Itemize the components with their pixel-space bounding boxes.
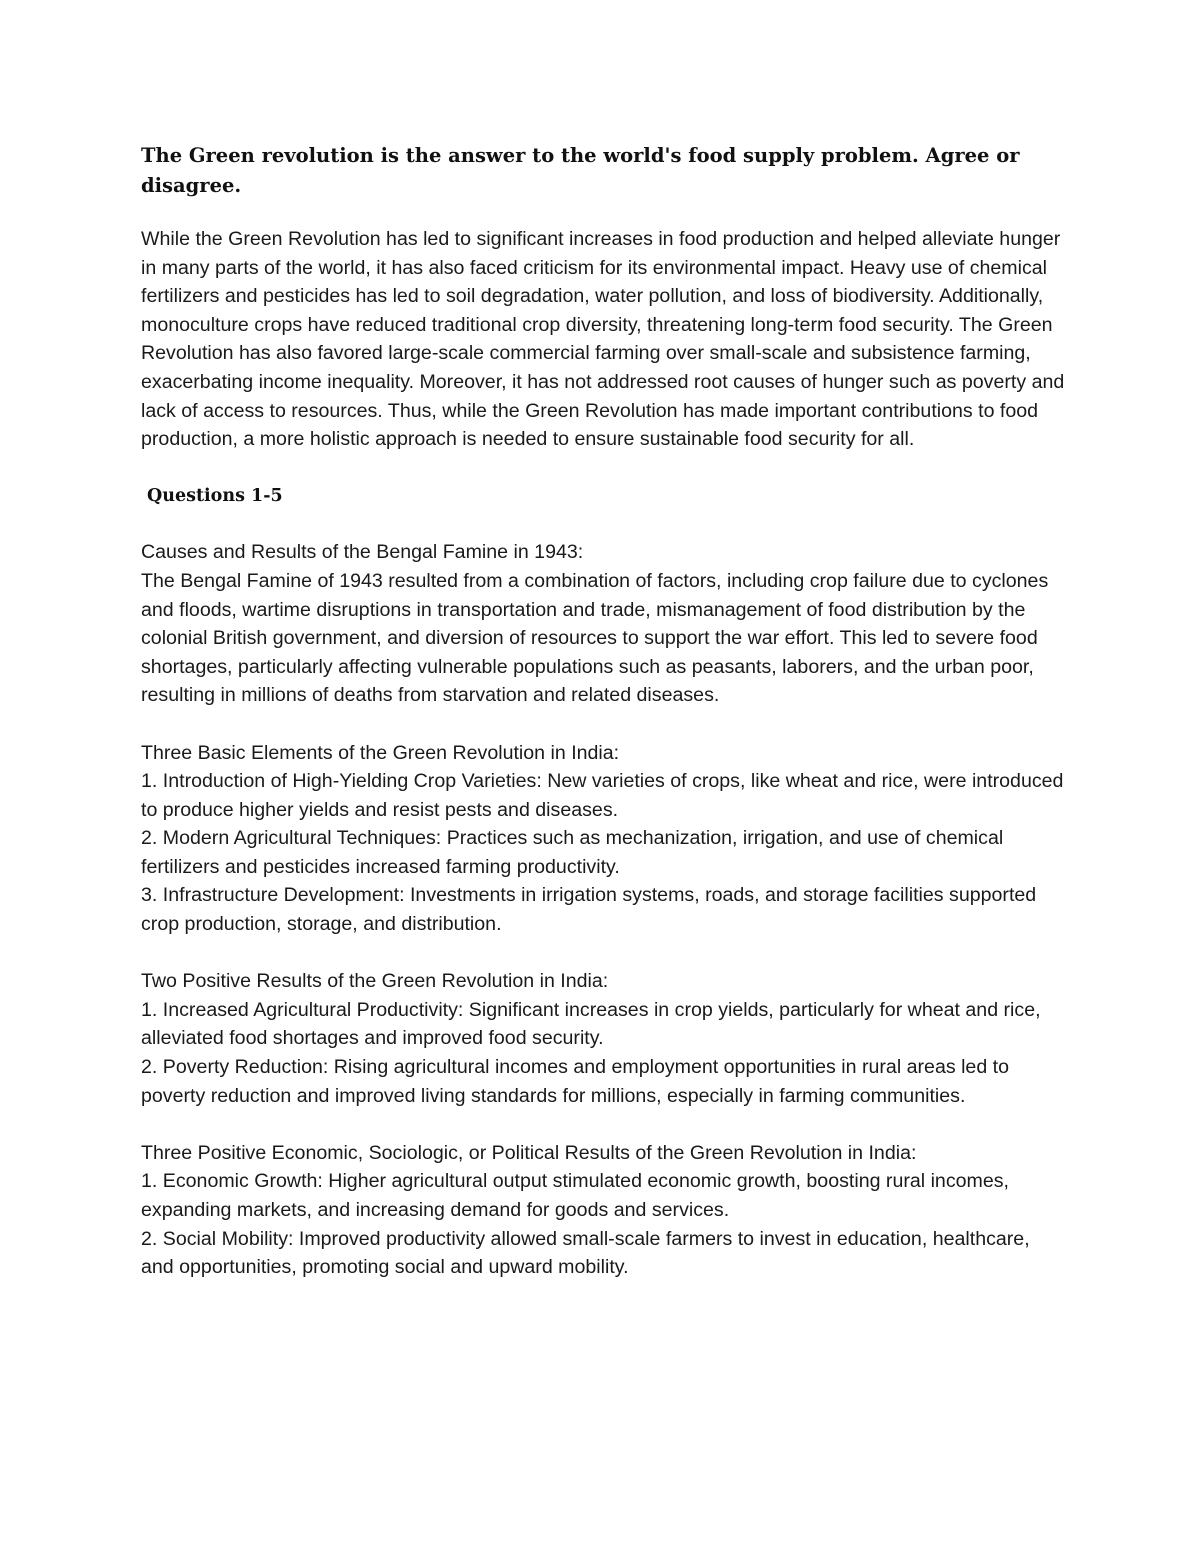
list-item: 1. Economic Growth: Higher agricultural output stimulated economic growth, boosting rural incomes, expanding markets, and increasing demand for goods and services. (141, 1170, 1009, 1221)
economic-results-section (141, 1139, 1066, 1282)
list-item: 2. Modern Agricultural Techniques: Practices such as mechanization, irrigation, and use of chemical fertilizers and pesticides increased farming productivity. (141, 827, 1004, 878)
basic-elements-section (141, 739, 1066, 939)
list-item: 2. Poverty Reduction: Rising agricultural incomes and employment opportunities in rural areas led to poverty reduction and improved living standards for millions, especially in farming communities. (141, 1056, 1010, 1107)
bengal-famine-section (141, 538, 1066, 710)
questions-heading: Questions 1-5 (147, 486, 283, 507)
positive-results-section (141, 967, 1066, 1110)
section-heading: Causes and Results of the Bengal Famine in 1943: (141, 541, 584, 564)
essay-title: The Green revolution is the answer to the world's food supply problem. Agree or disagree. (141, 144, 1020, 197)
list-item: 1. Increased Agricultural Productivity: Significant increases in crop yields, particularly for wheat and rice, alleviated food shortages and improved food security. (141, 998, 1041, 1050)
section-heading: Three Basic Elements of the Green Revolution in India: (141, 741, 620, 764)
list-item: 3. Infrastructure Development: Investments in irrigation systems, roads, and storage facilities supported crop production, storage, and distribution. (141, 884, 1037, 936)
section-heading: Three Positive Economic, Sociologic, or Political Results of the Green Revolution in India: (141, 1141, 917, 1164)
document-body (141, 141, 1066, 1310)
list-item: 1. Introduction of High-Yielding Crop Varieties: New varieties of crops, like wheat and rice, were introduced to produce higher yields and resist pests and diseases. (141, 770, 1064, 821)
intro-paragraph: While the Green Revolution has led to significant increases in food production and helped alleviate hunger in many parts of the world, it has also faced criticism for its environmental impact. Heavy use of chemical fertilizers and pesticides has led to soil degradation, water pollution, and loss of biodiversity. Additionally, monoculture crops have reduced traditional crop diversity, threatening long-term food security. The Green Revolution has also favored large-scale commercial farming over small-scale and subsistence farming, exacerbating income inequality. Moreover, it has not addressed root causes of hunger such as poverty and lack of access to resources. Thus, while the Green Revolution has made important contributions to food production, a more holistic approach is needed to ensure sustainable food security for all. (141, 228, 1065, 451)
section-heading: Two Positive Results of the Green Revolution in India: (141, 970, 609, 993)
section-paragraph: The Bengal Famine of 1943 resulted from a combination of factors, including crop failure due to cyclones and floods, wartime disruptions in transportation and trade, mismanagement of food distribution by the colonial British government, and diversion of resources to support the war effort. This led to severe food shortages, particularly affecting vulnerable populations such as peasants, laborers, and the urban poor, resulting in millions of deaths from starvation and related diseases. (141, 569, 1049, 707)
list-item: 2. Social Mobility: Improved productivity allowed small-scale farmers to invest in education, healthcare, and opportunities, promoting social and upward mobility. (141, 1227, 1030, 1279)
